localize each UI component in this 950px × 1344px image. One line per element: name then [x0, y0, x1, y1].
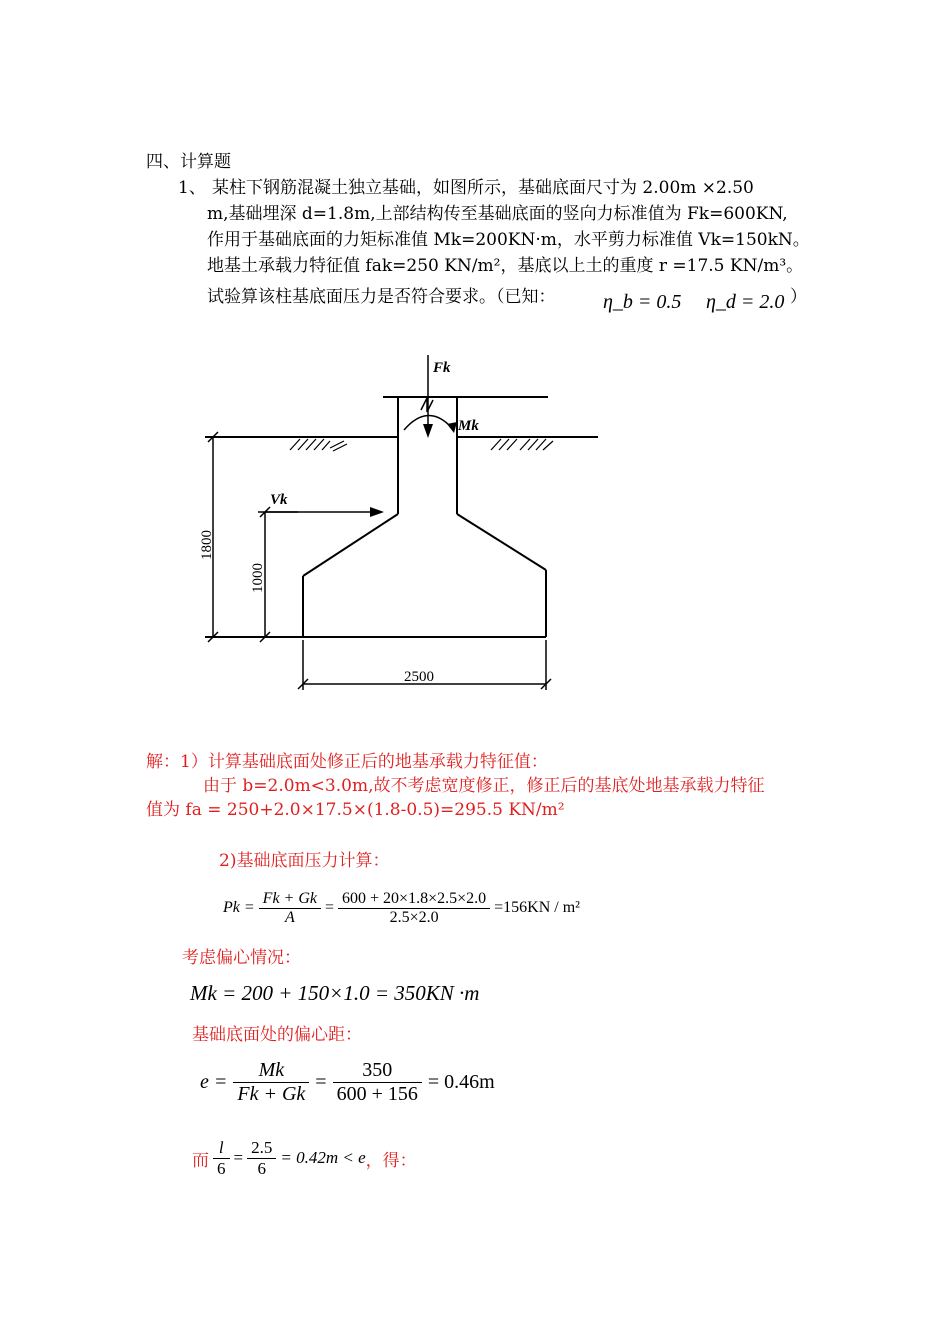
e-frac2-num: 350	[333, 1059, 422, 1083]
mk-equation: Mk = 200 + 150×1.0 = 350KN ·m	[190, 981, 480, 1005]
eta-d: η_d = 2.0	[706, 291, 785, 313]
pk-frac1-num: Fk + Gk	[259, 890, 321, 909]
pk-frac2	[338, 890, 490, 927]
ecc-dist-title: 基础底面处的偏心距：	[192, 1025, 362, 1045]
l6-suffix: ，得：	[365, 1150, 417, 1171]
problem-line-2: m,基础埋深 d=1.8m,上部结构传至基础底面的竖向力标准值为 Fk=600KN,	[207, 204, 788, 224]
l6-frac2	[247, 1138, 276, 1179]
e-frac1-num: Mk	[233, 1059, 309, 1083]
step1-line1: 由于 b=2.0m<3.0m,故不考虑宽度修正，修正后的基底处地基承载力特征	[203, 776, 765, 796]
l6-frac1	[213, 1138, 230, 1179]
l6-prefix: 而	[192, 1150, 209, 1171]
e-frac2	[333, 1059, 422, 1106]
l6-frac2-num: 2.5	[247, 1138, 276, 1159]
l6-result: = 0.42m < e	[280, 1148, 366, 1167]
problem-line-1: 某柱下钢筋混凝土独立基础，如图所示，基础底面尺寸为 2.00m ×2.50	[212, 178, 754, 198]
e-result: = 0.46m	[427, 1070, 495, 1093]
pk-lhs: Pk =	[223, 899, 255, 916]
pk-result: =156KN / m²	[494, 899, 580, 916]
label-vk: Vk	[270, 492, 288, 508]
e-frac2-den: 600 + 156	[336, 1082, 418, 1105]
pk-frac2-num: 600 + 20×1.8×2.5×2.0	[338, 890, 490, 909]
slope-right	[457, 514, 546, 570]
pk-frac2-den: 2.5×2.0	[389, 908, 439, 926]
step1-title: 解：1）计算基础底面处修正后的地基承载力特征值：	[146, 752, 548, 772]
e-equation: e = $\frac{Mk}{Fk + Gk}$ = $\frac{350}{600 + 156}$ = 0.46m	[200, 1058, 495, 1105]
label-mk: Mk	[458, 418, 479, 434]
foundation-diagram	[195, 345, 615, 705]
e-frac1-den: Fk + Gk	[237, 1082, 306, 1105]
eccentric-title: 考虑偏心情况：	[182, 948, 301, 968]
pk-frac1	[259, 890, 321, 927]
vk-arrowhead	[370, 507, 384, 517]
pk-frac1-den: A	[284, 908, 295, 926]
section-title: 四、计算题	[146, 152, 231, 172]
e-lhs: e =	[200, 1070, 228, 1093]
e-frac1	[233, 1059, 309, 1106]
eta-b: η_b = 0.5	[603, 291, 682, 313]
l6-frac1-num: l	[213, 1138, 230, 1159]
problem-line-4: 地基土承载力特征值 fak=250 KN/m²，基底以上土的重度 r =17.5 KN/m³。	[207, 256, 804, 276]
pk-equation: Pk = $\frac{Fk + Gk}{A}$ = $\frac{600 + 20\times 1.8\times 2.5\times 2.0}{2.5\times 2.0}$ =156KN / m²	[223, 889, 580, 926]
slope-left	[303, 514, 398, 576]
close-paren: ）	[790, 287, 807, 307]
l6-frac1-den: 6	[217, 1158, 226, 1178]
fk-arrowhead	[423, 424, 433, 438]
step1-line2: 值为 fa = 250+2.0×17.5×(1.8-0.5)=295.5 KN/m²	[146, 800, 565, 820]
problem-line-3: 作用于基础底面的力矩标准值 Mk=200KN·m，水平剪力标准值 Vk=150kN。	[207, 230, 810, 250]
label-fk: Fk	[433, 360, 451, 376]
problem-line-5: 试验算该柱基底面压力是否符合要求。（已知：	[207, 287, 556, 307]
step2-title: 2)基础底面压力计算：	[219, 851, 390, 871]
l6-equation: 而 $\frac{l}{6}$ = $\frac{2.5}{6}$ = 0.42m < e ，得：	[192, 1137, 417, 1178]
l6-frac2-den: 6	[257, 1158, 266, 1178]
label-1000: 1000	[250, 563, 266, 593]
label-1800: 1800	[199, 530, 215, 560]
problem-number: 1、	[178, 178, 206, 198]
label-2500: 2500	[404, 669, 434, 685]
